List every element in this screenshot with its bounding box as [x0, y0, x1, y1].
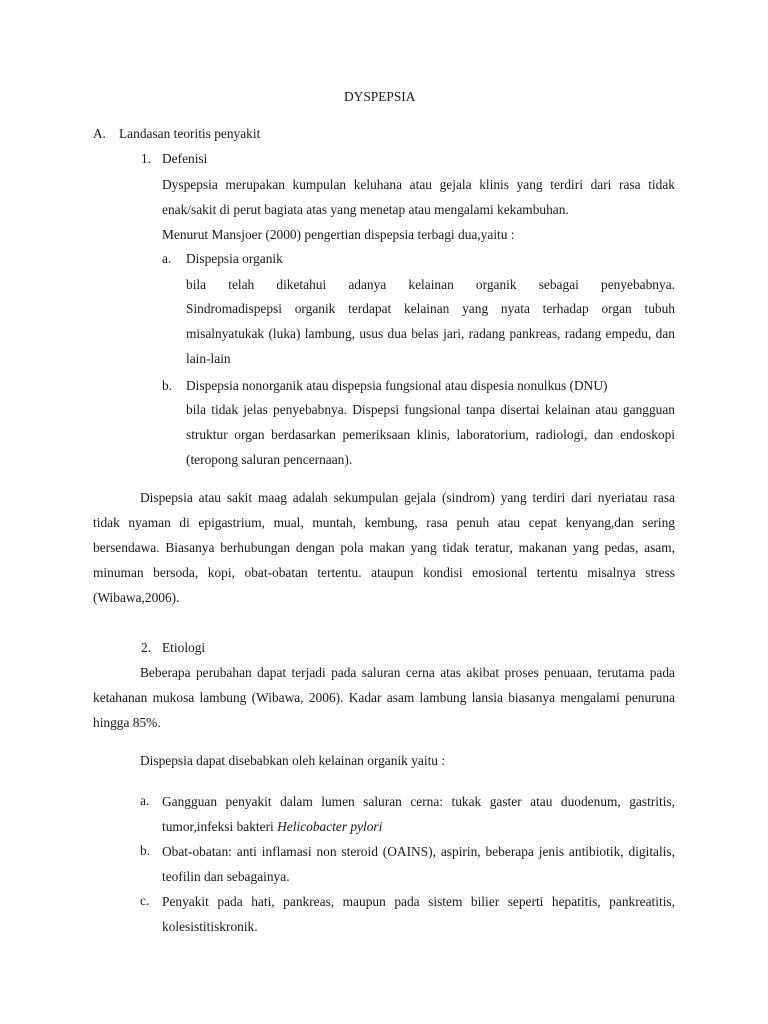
cause-item-a-italic: Helicobacter pylori — [277, 819, 383, 834]
cause-item-c: Penyakit pada hati, pankreas, maupun pada sistem bilier seperti hepatitis, pankreatitis, kolesistitiskronik. — [162, 894, 675, 934]
sub-a-first-line: bila telah diketahui adanya kelainan organik sebagai penyebabnya. — [186, 277, 675, 292]
sub-a-heading: Dispepsia organik — [186, 251, 283, 266]
cause-item-a-text: Gangguan penyakit dalam lumen saluran cerna: tukak gaster atau duodenum, gastritis, tumor,infeksi bakteri — [162, 794, 675, 834]
cause-item-b: Obat-obatan: anti inflamasi non steroid (OAINS), aspirin, beberapa jenis antibiotik, digitalis, teofilin dan sebagainya. — [162, 844, 675, 884]
item2-heading: Etiologi — [162, 640, 206, 655]
dispepsia-paragraph: Dispepsia atau sakit maag adalah sekumpulan gejala (sindrom) yang terdiri dari nyeriatau rasa tidak nyaman di epigastrium, mual, muntah, kembung, rasa penuh atau cepat kenyang,dan sering bersendawa. Biasanya berhubungan dengan pola makan yang tidak teratur, makanan yang pedas, asam, minuman bersoda, kopi, obat-obatan tertentu. ataupun kondisi emosional tertentu misalnya stress (Wibawa,2006). — [93, 490, 675, 605]
sub-b-heading: Dispepsia nonorganik atau dispepsia fungsional atau dispesia nonulkus (DNU) — [186, 378, 608, 393]
item2-marker: 2. — [141, 640, 152, 655]
item1-marker: 1. — [141, 151, 152, 166]
section-a-heading: Landasan teoritis penyakit — [119, 126, 261, 141]
sub-b-body: bila tidak jelas penyebabnya. Dispepsi fungsional tanpa disertai kelainan atau gangguan struktur organ berdasarkan pemeriksaan klinis, laboratorium, radiologi, dan endoskopi (teropong saluran pencernaan). — [186, 402, 675, 467]
sub-a-body: Sindromadispepsi organik terdapat kelainan yang nyata terhadap organ tubuh misalnyatukak (luka) lambung, usus dua belas jari, radang pankreas, radang empedu, dan lain-lain — [186, 301, 675, 366]
item1-heading: Defenisi — [162, 151, 208, 166]
sub-b-marker: b. — [162, 378, 173, 393]
etiologi-intro: Dispepsia dapat disebabkan oleh kelainan organik yaitu : — [140, 753, 446, 768]
etiologi-paragraph: Beberapa perubahan dapat terjadi pada saluran cerna atas akibat proses penuaan, terutama pada ketahanan mukosa lambung (Wibawa, 2006). Kadar asam lambung lansia biasanya mengalami penuruna hingga 85%. — [93, 665, 675, 730]
definition-paragraph: Dyspepsia merupakan kumpulan keluhana atau gejala klinis yang terdiri dari rasa tidak enak/sakit di perut bagiata atas yang menetap atau mengalami kekambuhan. — [162, 177, 675, 217]
cause-marker-a: a. — [140, 793, 150, 808]
cause-marker-b: b. — [140, 843, 151, 858]
cause-item-a — [162, 789, 675, 839]
cause-marker-c: c. — [140, 893, 150, 908]
mansjoer-line: Menurut Mansjoer (2000) pengertian dispepsia terbagi dua,yaitu : — [162, 227, 515, 242]
section-a-marker: A. — [93, 126, 107, 141]
sub-a-marker: a. — [162, 251, 172, 266]
document-title: DYSPEPSIA — [344, 89, 416, 104]
